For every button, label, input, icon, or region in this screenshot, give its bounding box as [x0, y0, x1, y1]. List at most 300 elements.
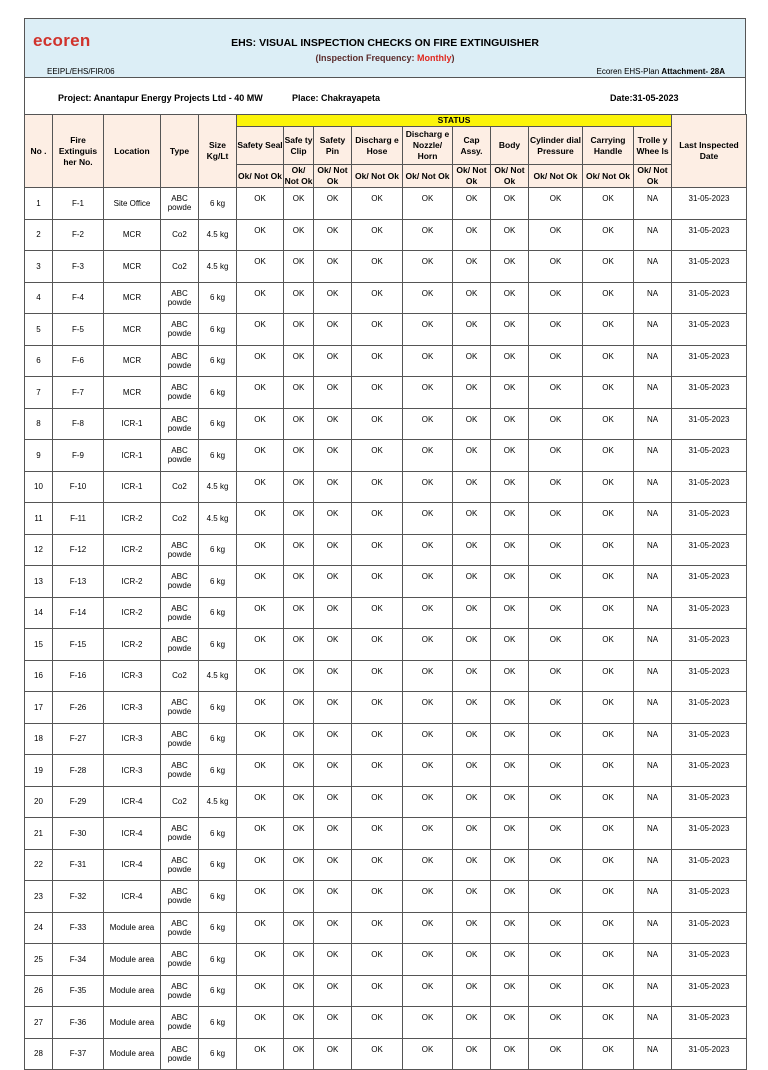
cell-body: OK	[491, 597, 529, 629]
cell-cylinder-dial: OK	[529, 440, 583, 472]
cell-trolley-wheels: NA	[634, 881, 672, 913]
cell-safety-clip: OK	[284, 723, 314, 755]
table-row	[25, 471, 747, 503]
table-row	[25, 408, 747, 440]
cell-carrying-handle: OK	[583, 755, 634, 787]
cell-safety-pin: OK	[314, 597, 352, 629]
cell-last-inspected: 31-05-2023	[672, 314, 747, 346]
cell-trolley-wheels: NA	[634, 1038, 672, 1070]
cell-last-inspected: 31-05-2023	[672, 975, 747, 1007]
cell-trolley-wheels: NA	[634, 471, 672, 503]
table-row	[25, 692, 747, 724]
cell-trolley-wheels: NA	[634, 408, 672, 440]
cell-discharge-nozzle: OK	[403, 503, 453, 535]
cell-discharge-nozzle: OK	[403, 345, 453, 377]
cell-trolley-wheels: NA	[634, 944, 672, 976]
cell-last-inspected: 31-05-2023	[672, 251, 747, 283]
cell-cylinder-dial: OK	[529, 786, 583, 818]
cell-safety-seal: OK	[237, 723, 284, 755]
cell-extinguisher-no: F-7	[53, 377, 104, 409]
cell-extinguisher-no: F-4	[53, 282, 104, 314]
cell-safety-pin: OK	[314, 503, 352, 535]
cell-safety-seal: OK	[237, 188, 284, 220]
document-header	[24, 18, 746, 78]
cell-type: ABC powde	[161, 881, 199, 913]
cell-cap-assy: OK	[453, 503, 491, 535]
cell-discharge-nozzle: OK	[403, 786, 453, 818]
cell-cylinder-dial: OK	[529, 975, 583, 1007]
cell-cap-assy: OK	[453, 471, 491, 503]
cell-size: 6 kg	[199, 282, 237, 314]
cell-discharge-hose: OK	[352, 1038, 403, 1070]
cell-safety-seal: OK	[237, 471, 284, 503]
inspection-sheet	[24, 18, 746, 1070]
cell-no: 4	[25, 282, 53, 314]
cell-cylinder-dial: OK	[529, 944, 583, 976]
cell-size: 6 kg	[199, 314, 237, 346]
cell-extinguisher-no: F-34	[53, 944, 104, 976]
cell-cylinder-dial: OK	[529, 251, 583, 283]
cell-carrying-handle: OK	[583, 660, 634, 692]
cell-body: OK	[491, 345, 529, 377]
cell-safety-clip: OK	[284, 566, 314, 598]
cell-safety-seal: OK	[237, 1038, 284, 1070]
cell-extinguisher-no: F-37	[53, 1038, 104, 1070]
cell-no: 8	[25, 408, 53, 440]
cell-extinguisher-no: F-31	[53, 849, 104, 881]
cell-discharge-hose: OK	[352, 660, 403, 692]
cell-safety-seal: OK	[237, 786, 284, 818]
cell-cylinder-dial: OK	[529, 471, 583, 503]
cell-no: 7	[25, 377, 53, 409]
cell-cylinder-dial: OK	[529, 566, 583, 598]
cell-carrying-handle: OK	[583, 1007, 634, 1039]
cell-discharge-nozzle: OK	[403, 471, 453, 503]
cell-safety-seal: OK	[237, 1007, 284, 1039]
cell-type: Co2	[161, 219, 199, 251]
cell-extinguisher-no: F-26	[53, 692, 104, 724]
frequency-label: (Inspection Frequency:	[315, 53, 417, 63]
cell-size: 6 kg	[199, 723, 237, 755]
cell-size: 6 kg	[199, 597, 237, 629]
cell-cylinder-dial: OK	[529, 818, 583, 850]
cell-type: ABC powde	[161, 944, 199, 976]
cell-extinguisher-no: F-29	[53, 786, 104, 818]
cell-type: Co2	[161, 786, 199, 818]
cell-safety-pin: OK	[314, 282, 352, 314]
cell-safety-seal: OK	[237, 219, 284, 251]
cell-body: OK	[491, 975, 529, 1007]
cell-no: 28	[25, 1038, 53, 1070]
cell-cap-assy: OK	[453, 251, 491, 283]
cell-extinguisher-no: F-27	[53, 723, 104, 755]
cell-type: ABC powde	[161, 1007, 199, 1039]
cell-safety-clip: OK	[284, 251, 314, 283]
cell-extinguisher-no: F-10	[53, 471, 104, 503]
frequency-close: )	[451, 53, 455, 63]
cell-discharge-nozzle: OK	[403, 1038, 453, 1070]
cell-size: 6 kg	[199, 566, 237, 598]
inspection-table	[24, 114, 747, 1070]
cell-type: ABC powde	[161, 566, 199, 598]
col-location: Location	[104, 115, 161, 188]
cell-discharge-hose: OK	[352, 251, 403, 283]
cell-body: OK	[491, 786, 529, 818]
cell-last-inspected: 31-05-2023	[672, 471, 747, 503]
cell-last-inspected: 31-05-2023	[672, 755, 747, 787]
cell-safety-pin: OK	[314, 881, 352, 913]
cell-trolley-wheels: NA	[634, 723, 672, 755]
cell-discharge-hose: OK	[352, 503, 403, 535]
cell-type: ABC powde	[161, 755, 199, 787]
cell-body: OK	[491, 692, 529, 724]
cell-safety-pin: OK	[314, 786, 352, 818]
cell-trolley-wheels: NA	[634, 849, 672, 881]
cell-extinguisher-no: F-14	[53, 597, 104, 629]
cell-cap-assy: OK	[453, 219, 491, 251]
cell-body: OK	[491, 1038, 529, 1070]
cell-trolley-wheels: NA	[634, 597, 672, 629]
cell-size: 4.5 kg	[199, 219, 237, 251]
cell-extinguisher-no: F-13	[53, 566, 104, 598]
cell-trolley-wheels: NA	[634, 377, 672, 409]
cell-extinguisher-no: F-1	[53, 188, 104, 220]
cell-body: OK	[491, 944, 529, 976]
col-safety-seal: Safety Seal	[237, 127, 284, 165]
cell-discharge-nozzle: OK	[403, 408, 453, 440]
cell-safety-pin: OK	[314, 219, 352, 251]
col-body: Body	[491, 127, 529, 165]
table-row	[25, 1038, 747, 1070]
cell-cylinder-dial: OK	[529, 188, 583, 220]
cell-type: ABC powde	[161, 723, 199, 755]
cell-discharge-nozzle: OK	[403, 692, 453, 724]
cell-discharge-hose: OK	[352, 912, 403, 944]
cell-last-inspected: 31-05-2023	[672, 219, 747, 251]
cell-carrying-handle: OK	[583, 597, 634, 629]
cell-last-inspected: 31-05-2023	[672, 345, 747, 377]
table-row	[25, 188, 747, 220]
cell-no: 22	[25, 849, 53, 881]
cell-safety-clip: OK	[284, 975, 314, 1007]
cell-cap-assy: OK	[453, 282, 491, 314]
cell-safety-seal: OK	[237, 377, 284, 409]
cell-body: OK	[491, 1007, 529, 1039]
cell-body: OK	[491, 188, 529, 220]
cell-size: 6 kg	[199, 377, 237, 409]
cell-type: Co2	[161, 251, 199, 283]
cell-extinguisher-no: F-12	[53, 534, 104, 566]
cell-extinguisher-no: F-35	[53, 975, 104, 1007]
okcheck-label: Ok/ Not Ok	[352, 165, 403, 188]
cell-last-inspected: 31-05-2023	[672, 1007, 747, 1039]
cell-trolley-wheels: NA	[634, 251, 672, 283]
cell-discharge-nozzle: OK	[403, 566, 453, 598]
frequency-value: Monthly	[417, 53, 452, 63]
cell-body: OK	[491, 440, 529, 472]
cell-type: ABC powde	[161, 818, 199, 850]
cell-trolley-wheels: NA	[634, 219, 672, 251]
cell-location: ICR-1	[104, 471, 161, 503]
cell-safety-pin: OK	[314, 818, 352, 850]
cell-trolley-wheels: NA	[634, 503, 672, 535]
cell-cap-assy: OK	[453, 188, 491, 220]
table-row	[25, 377, 747, 409]
cell-body: OK	[491, 660, 529, 692]
cell-safety-clip: OK	[284, 188, 314, 220]
cell-size: 4.5 kg	[199, 471, 237, 503]
cell-type: ABC powde	[161, 692, 199, 724]
cell-cap-assy: OK	[453, 755, 491, 787]
cell-location: MCR	[104, 345, 161, 377]
cell-extinguisher-no: F-8	[53, 408, 104, 440]
cell-safety-seal: OK	[237, 314, 284, 346]
cell-no: 13	[25, 566, 53, 598]
cell-size: 6 kg	[199, 818, 237, 850]
cell-extinguisher-no: F-9	[53, 440, 104, 472]
cell-type: ABC powde	[161, 377, 199, 409]
cell-body: OK	[491, 471, 529, 503]
cell-safety-clip: OK	[284, 408, 314, 440]
cell-size: 6 kg	[199, 440, 237, 472]
cell-cap-assy: OK	[453, 786, 491, 818]
cell-safety-pin: OK	[314, 345, 352, 377]
col-carrying-handle: Carrying Handle	[583, 127, 634, 165]
cell-size: 6 kg	[199, 849, 237, 881]
okcheck-label: Ok/ Not Ok	[453, 165, 491, 188]
cell-body: OK	[491, 629, 529, 661]
col-trolley-wheels: Trolle y Whee ls	[634, 127, 672, 165]
cell-body: OK	[491, 282, 529, 314]
cell-extinguisher-no: F-32	[53, 881, 104, 913]
cell-safety-clip: OK	[284, 471, 314, 503]
cell-carrying-handle: OK	[583, 786, 634, 818]
col-size: Size Kg/Lt	[199, 115, 237, 188]
cell-cylinder-dial: OK	[529, 282, 583, 314]
cell-discharge-hose: OK	[352, 629, 403, 661]
cell-size: 6 kg	[199, 1038, 237, 1070]
attachment-prefix: Ecoren EHS-Plan	[596, 67, 662, 76]
cell-safety-clip: OK	[284, 282, 314, 314]
cell-cylinder-dial: OK	[529, 1038, 583, 1070]
cell-location: ICR-4	[104, 818, 161, 850]
cell-safety-pin: OK	[314, 377, 352, 409]
col-discharge-nozzle: Discharg e Nozzle/ Horn	[403, 127, 453, 165]
cell-location: ICR-2	[104, 534, 161, 566]
cell-last-inspected: 31-05-2023	[672, 188, 747, 220]
cell-location: ICR-3	[104, 723, 161, 755]
cell-location: Site Office	[104, 188, 161, 220]
cell-discharge-hose: OK	[352, 314, 403, 346]
cell-cap-assy: OK	[453, 881, 491, 913]
cell-carrying-handle: OK	[583, 282, 634, 314]
cell-discharge-hose: OK	[352, 377, 403, 409]
cell-safety-seal: OK	[237, 597, 284, 629]
okcheck-label: Ok/ Not Ok	[284, 165, 313, 186]
table-row	[25, 597, 747, 629]
col-safety-clip: Safe ty Clip	[284, 127, 314, 165]
table-row	[25, 660, 747, 692]
cell-trolley-wheels: NA	[634, 912, 672, 944]
cell-cylinder-dial: OK	[529, 723, 583, 755]
cell-safety-pin: OK	[314, 251, 352, 283]
cell-location: ICR-2	[104, 597, 161, 629]
okcheck-label: Ok/ Not Ok	[491, 165, 529, 188]
table-row	[25, 251, 747, 283]
cell-safety-clip: OK	[284, 755, 314, 787]
cell-safety-pin: OK	[314, 660, 352, 692]
cell-carrying-handle: OK	[583, 723, 634, 755]
cell-carrying-handle: OK	[583, 912, 634, 944]
cell-location: ICR-3	[104, 692, 161, 724]
cell-no: 23	[25, 881, 53, 913]
cell-location: ICR-2	[104, 503, 161, 535]
cell-cylinder-dial: OK	[529, 503, 583, 535]
cell-discharge-nozzle: OK	[403, 755, 453, 787]
cell-safety-pin: OK	[314, 534, 352, 566]
cell-size: 6 kg	[199, 975, 237, 1007]
cell-safety-seal: OK	[237, 881, 284, 913]
table-row	[25, 818, 747, 850]
table-row	[25, 629, 747, 661]
table-row	[25, 975, 747, 1007]
cell-location: MCR	[104, 377, 161, 409]
cell-trolley-wheels: NA	[634, 975, 672, 1007]
cell-safety-pin: OK	[314, 188, 352, 220]
cell-cap-assy: OK	[453, 912, 491, 944]
cell-no: 25	[25, 944, 53, 976]
cell-discharge-hose: OK	[352, 818, 403, 850]
cell-carrying-handle: OK	[583, 566, 634, 598]
cell-last-inspected: 31-05-2023	[672, 849, 747, 881]
cell-cylinder-dial: OK	[529, 408, 583, 440]
cell-cap-assy: OK	[453, 597, 491, 629]
okcheck-label: Ok/ Not Ok	[237, 165, 284, 188]
cell-location: ICR-4	[104, 849, 161, 881]
cell-discharge-nozzle: OK	[403, 188, 453, 220]
cell-carrying-handle: OK	[583, 975, 634, 1007]
cell-carrying-handle: OK	[583, 251, 634, 283]
cell-last-inspected: 31-05-2023	[672, 944, 747, 976]
cell-no: 19	[25, 755, 53, 787]
cell-discharge-hose: OK	[352, 219, 403, 251]
cell-body: OK	[491, 755, 529, 787]
cell-cylinder-dial: OK	[529, 629, 583, 661]
cell-body: OK	[491, 377, 529, 409]
table-row	[25, 786, 747, 818]
cell-cap-assy: OK	[453, 660, 491, 692]
cell-discharge-nozzle: OK	[403, 314, 453, 346]
cell-safety-pin: OK	[314, 849, 352, 881]
document-id: EEIPL/EHS/FIR/06	[47, 67, 115, 76]
cell-safety-seal: OK	[237, 282, 284, 314]
cell-safety-clip: OK	[284, 377, 314, 409]
col-cylinder-dial: Cylinder dial Pressure	[529, 127, 583, 165]
cell-extinguisher-no: F-11	[53, 503, 104, 535]
cell-safety-clip: OK	[284, 786, 314, 818]
okcheck-label: Ok/ Not Ok	[634, 165, 672, 188]
cell-size: 6 kg	[199, 1007, 237, 1039]
okcheck-label: Ok/ Not Ok	[583, 165, 634, 188]
cell-safety-seal: OK	[237, 503, 284, 535]
cell-type: ABC powde	[161, 282, 199, 314]
cell-trolley-wheels: NA	[634, 534, 672, 566]
cell-carrying-handle: OK	[583, 818, 634, 850]
cell-safety-pin: OK	[314, 1007, 352, 1039]
cell-no: 5	[25, 314, 53, 346]
cell-safety-clip: OK	[284, 219, 314, 251]
cell-safety-clip: OK	[284, 629, 314, 661]
cell-no: 3	[25, 251, 53, 283]
okcheck-label: Ok/ Not Ok	[314, 165, 352, 188]
cell-last-inspected: 31-05-2023	[672, 377, 747, 409]
cell-trolley-wheels: NA	[634, 440, 672, 472]
cell-discharge-hose: OK	[352, 597, 403, 629]
cell-extinguisher-no: F-15	[53, 629, 104, 661]
cell-no: 17	[25, 692, 53, 724]
cell-safety-seal: OK	[237, 440, 284, 472]
cell-location: ICR-1	[104, 440, 161, 472]
cell-cap-assy: OK	[453, 408, 491, 440]
cell-extinguisher-no: F-6	[53, 345, 104, 377]
cell-type: ABC powde	[161, 188, 199, 220]
place-name: Place: Chakrayapeta	[292, 93, 381, 103]
cell-safety-clip: OK	[284, 1007, 314, 1039]
cell-last-inspected: 31-05-2023	[672, 534, 747, 566]
cell-carrying-handle: OK	[583, 471, 634, 503]
cell-size: 6 kg	[199, 755, 237, 787]
cell-type: Co2	[161, 503, 199, 535]
cell-cap-assy: OK	[453, 975, 491, 1007]
cell-last-inspected: 31-05-2023	[672, 660, 747, 692]
cell-no: 27	[25, 1007, 53, 1039]
cell-no: 21	[25, 818, 53, 850]
cell-location: Module area	[104, 944, 161, 976]
cell-cylinder-dial: OK	[529, 314, 583, 346]
cell-safety-pin: OK	[314, 566, 352, 598]
table-row	[25, 345, 747, 377]
cell-safety-seal: OK	[237, 755, 284, 787]
cell-extinguisher-no: F-28	[53, 755, 104, 787]
cell-location: MCR	[104, 314, 161, 346]
cell-no: 11	[25, 503, 53, 535]
okcheck-label: Ok/ Not Ok	[403, 165, 453, 188]
cell-safety-clip: OK	[284, 1038, 314, 1070]
col-discharge-hose: Discharg e Hose	[352, 127, 403, 165]
cell-cap-assy: OK	[453, 723, 491, 755]
cell-discharge-nozzle: OK	[403, 629, 453, 661]
cell-safety-pin: OK	[314, 440, 352, 472]
cell-cap-assy: OK	[453, 1038, 491, 1070]
cell-safety-clip: OK	[284, 314, 314, 346]
attachment-number: Attachment- 28A	[661, 67, 725, 76]
cell-safety-clip: OK	[284, 944, 314, 976]
project-name: Project: Anantapur Energy Projects Ltd - 40 MW	[58, 93, 263, 103]
cell-extinguisher-no: F-30	[53, 818, 104, 850]
cell-safety-clip: OK	[284, 912, 314, 944]
cell-location: Module area	[104, 1038, 161, 1070]
cell-safety-pin: OK	[314, 944, 352, 976]
cell-type: ABC powde	[161, 1038, 199, 1070]
cell-discharge-nozzle: OK	[403, 534, 453, 566]
table-row	[25, 534, 747, 566]
cell-no: 10	[25, 471, 53, 503]
cell-discharge-hose: OK	[352, 188, 403, 220]
cell-discharge-nozzle: OK	[403, 219, 453, 251]
col-no: No .	[25, 115, 53, 188]
cell-carrying-handle: OK	[583, 503, 634, 535]
cell-body: OK	[491, 818, 529, 850]
